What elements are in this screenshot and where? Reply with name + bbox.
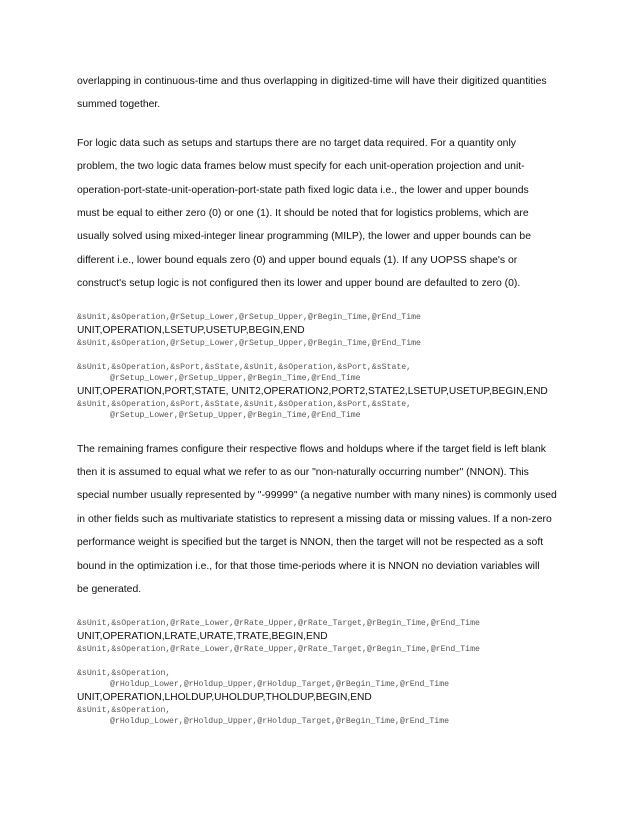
- code-line: &sUnit,&sOperation,: [77, 668, 171, 678]
- text-line: in other fields such as multivariate statistics to represent a missing data or missing values. If a non-zero: [77, 513, 552, 525]
- code-line: @rHoldup_Lower,@rHoldup_Upper,@rHoldup_Target,@rBegin_Time,@rEnd_Time: [110, 716, 450, 726]
- code-line: &sUnit,&sOperation,@rRate_Lower,@rRate_Upper,@rRate_Target,@rBegin_Time,@rEnd_Time: [77, 618, 480, 628]
- text-line: operation-port-state-unit-operation-port-state path fixed logic data i.e., the lower and upper bounds: [77, 184, 529, 196]
- text-line: different i.e., lower bound equals zero (0) and upper bound equals (1). If any UOPSS shape's or: [77, 254, 518, 266]
- text-line: performance weight is specified but the target is NNON, then the target will not be respected as a soft: [77, 537, 544, 549]
- setup-unit-frame: [77, 312, 567, 349]
- code-line: &sUnit,&sOperation,&sPort,&sState,&sUnit,&sOperation,&sPort,&sState,: [77, 362, 412, 372]
- text-line: problem, the two logic data frames below must specify for each unit-operation projection and unit-: [77, 161, 525, 173]
- holdup-frame: [77, 668, 567, 727]
- setup-path-frame: [77, 362, 567, 421]
- frame-header: UNIT,OPERATION,LHOLDUP,UHOLDUP,THOLDUP,BEGIN,END: [77, 691, 372, 703]
- text-line: overlapping in continuous-time and thus overlapping in digitized-time will have their digitized quantities: [77, 76, 547, 87]
- text-line: The remaining frames configure their respective flows and holdups where if the target field is left blank: [77, 443, 546, 455]
- code-line: @rSetup_Lower,@rSetup_Upper,@rBegin_Time,@rEnd_Time: [110, 373, 361, 383]
- frame-header: UNIT,OPERATION,LRATE,URATE,TRATE,BEGIN,END: [77, 630, 328, 642]
- text-line: be generated.: [77, 584, 142, 596]
- frame-header: UNIT,OPERATION,LSETUP,USETUP,BEGIN,END: [77, 324, 305, 336]
- code-line: &sUnit,&sOperation,&sPort,&sState,&sUnit,&sOperation,&sPort,&sState,: [77, 399, 412, 409]
- code-line: &sUnit,&sOperation,@rSetup_Lower,@rSetup_Upper,@rBegin_Time,@rEnd_Time: [77, 338, 421, 348]
- paragraph-logic-data: [77, 132, 567, 296]
- code-line: &sUnit,&sOperation,: [77, 705, 171, 715]
- frame-header: UNIT,OPERATION,PORT,STATE, UNIT2,OPERATION2,PORT2,STATE2,LSETUP,USETUP,BEGIN,END: [77, 385, 548, 397]
- code-line: @rHoldup_Lower,@rHoldup_Upper,@rHoldup_Target,@rBegin_Time,@rEnd_Time: [110, 679, 450, 689]
- code-line: @rSetup_Lower,@rSetup_Upper,@rBegin_Time,@rEnd_Time: [110, 410, 361, 420]
- rate-frame: [77, 618, 567, 655]
- text-line: must be equal to either zero (0) or one (1). It should be noted that for logistics problems, which are: [77, 208, 529, 220]
- text-line: construct's setup logic is not configured then its lower and upper bound are defaulted to zero (0).: [77, 278, 521, 290]
- text-line: bound in the optimization i.e., for that those time-periods where it is NNON no deviation variables will: [77, 560, 540, 572]
- code-line: &sUnit,&sOperation,@rSetup_Lower,@rSetup_Upper,@rBegin_Time,@rEnd_Time: [77, 312, 421, 322]
- paragraph-remaining-frames: [77, 438, 567, 602]
- document-page: [77, 70, 567, 727]
- paragraph-digitized-quantities: [77, 70, 567, 117]
- text-line: special number usually represented by "-99999" (a negative number with many nines) is commonly used: [77, 490, 557, 502]
- code-line: &sUnit,&sOperation,@rRate_Lower,@rRate_Upper,@rRate_Target,@rBegin_Time,@rEnd_Time: [77, 644, 480, 654]
- text-line: usually solved using mixed-integer linear programming (MILP), the lower and upper bounds can be: [77, 231, 531, 243]
- text-line: then it is assumed to equal what we refer to as our "non-naturally occurring number" (NNON). This: [77, 467, 529, 479]
- text-line: summed together.: [77, 99, 161, 111]
- text-line: For logic data such as setups and startups there are no target data required. For a quantity only: [77, 137, 516, 149]
